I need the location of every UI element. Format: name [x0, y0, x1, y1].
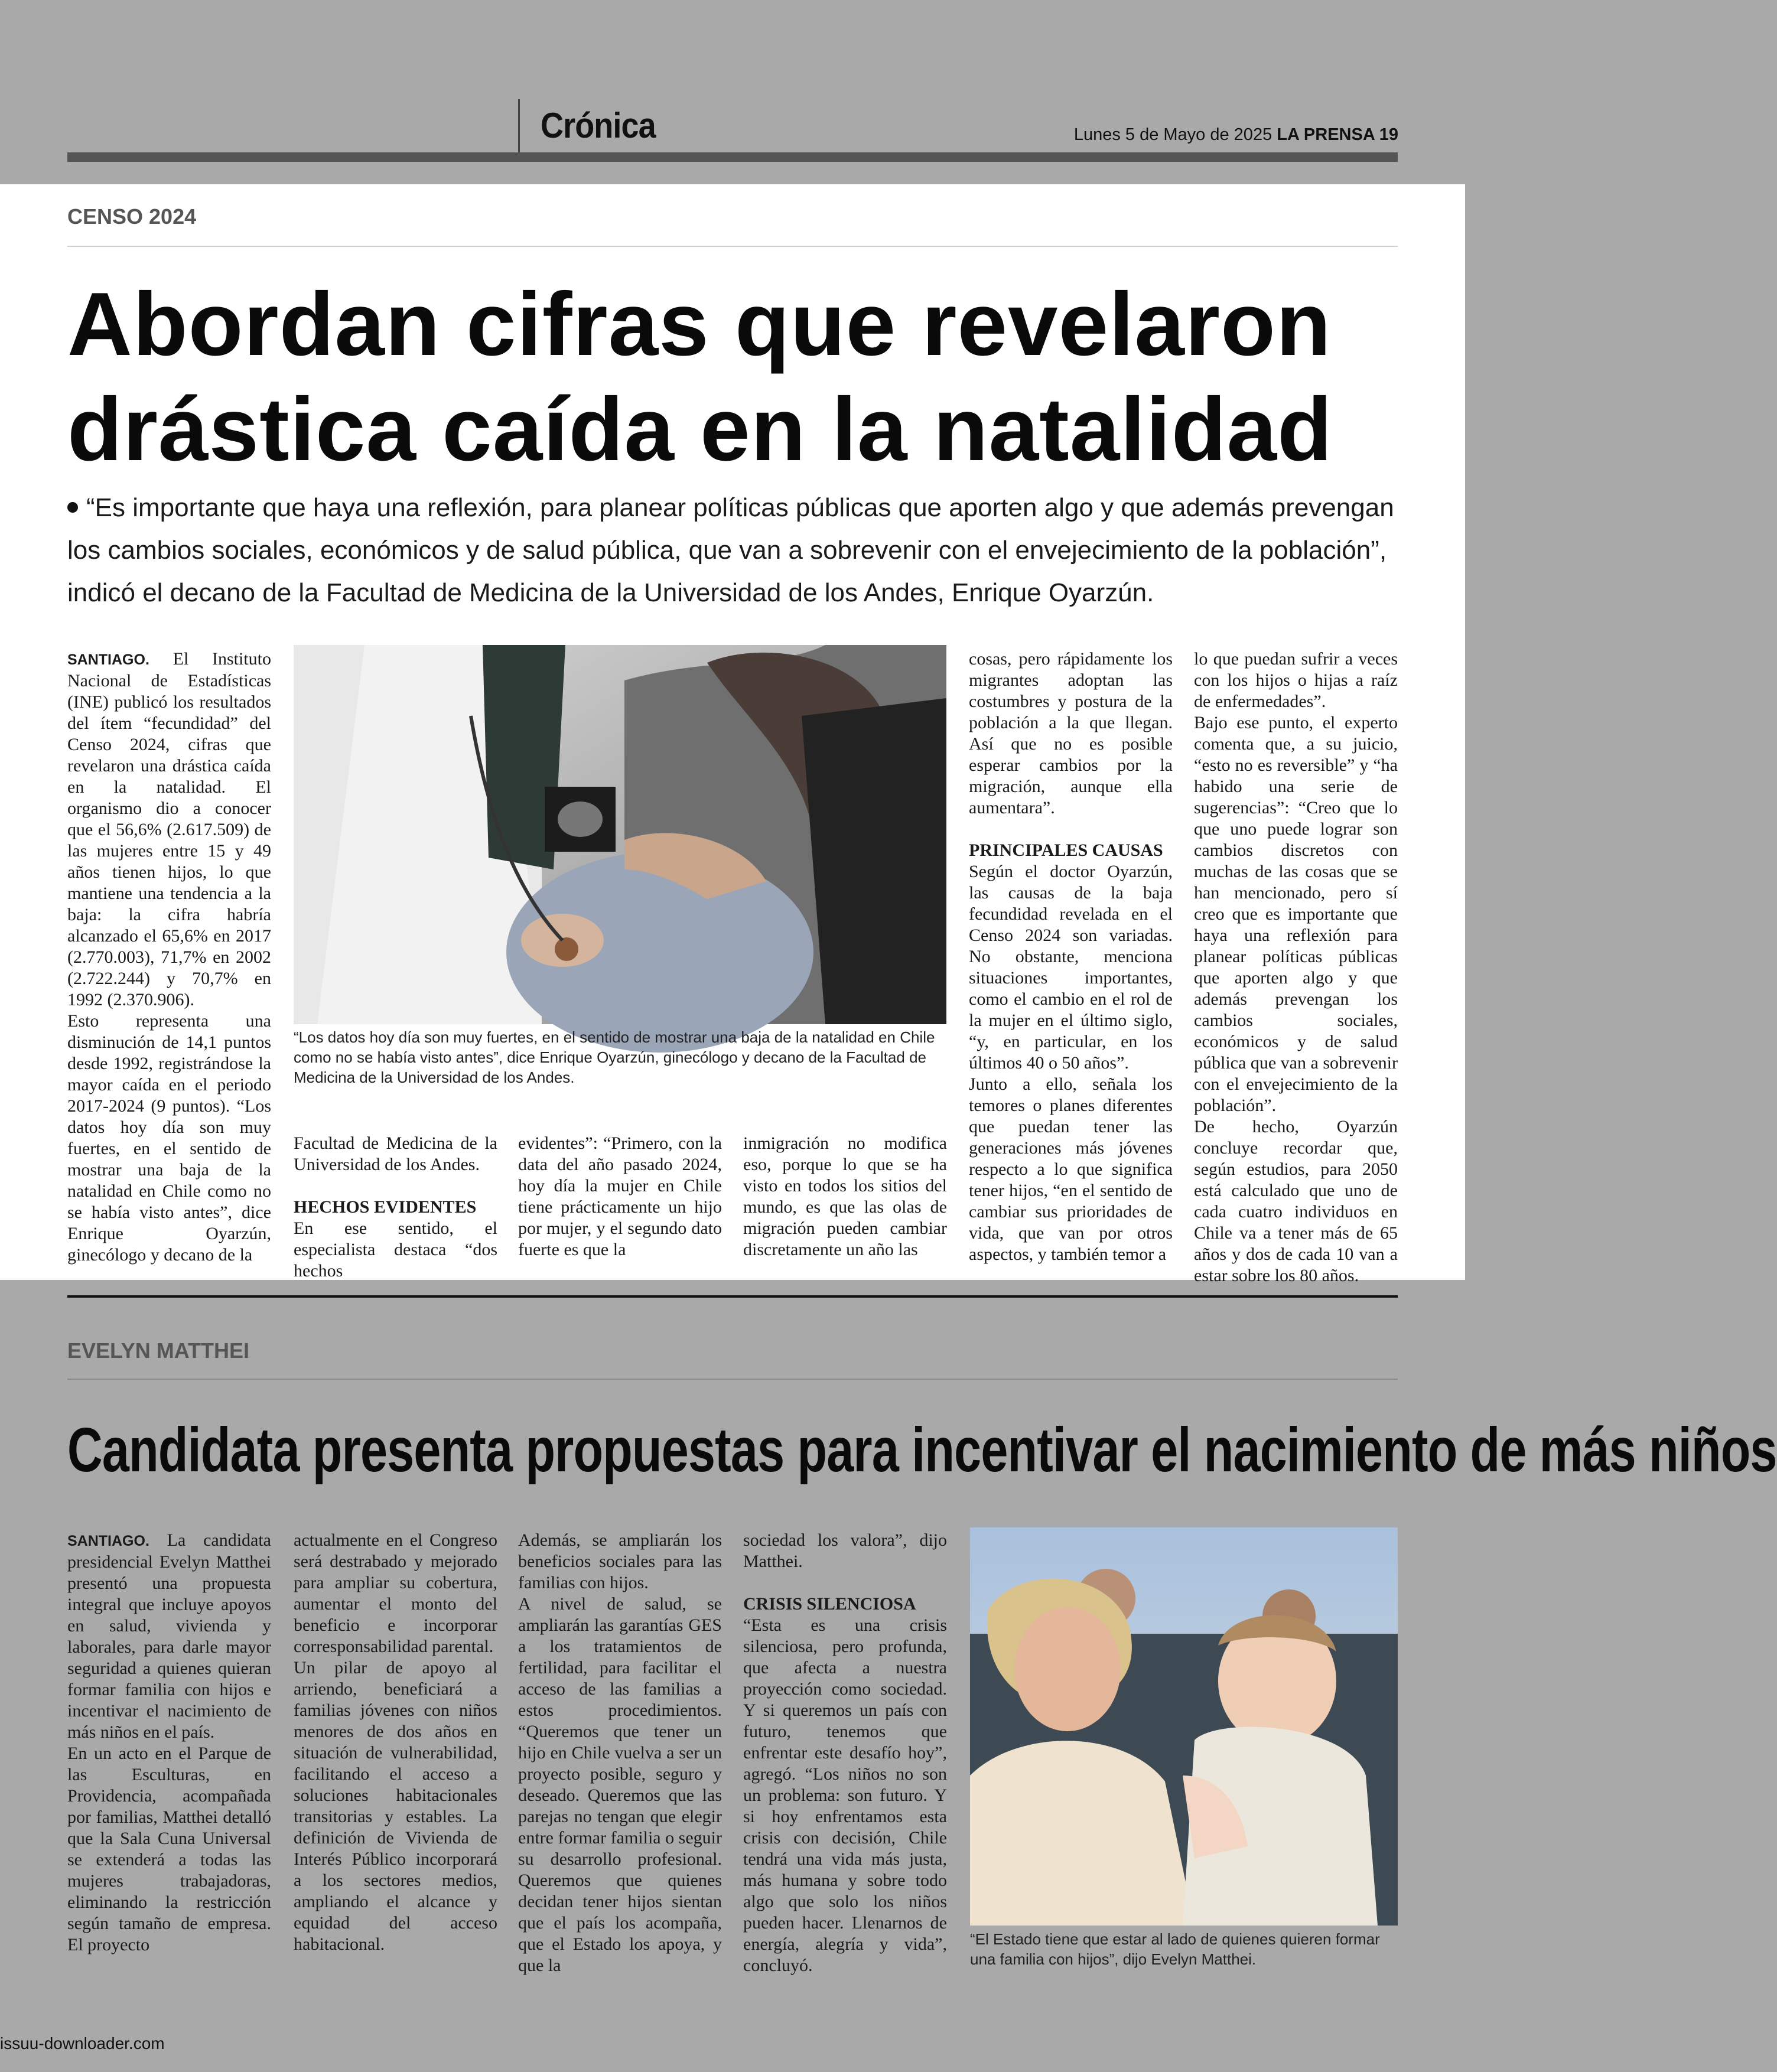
issue-date: Lunes 5 de Mayo de 2025 [1073, 125, 1272, 144]
column-text: La candidata presidencial Evelyn Matthei presentó una propuesta integral que incluye apoyos en salud, vivienda y laborales, para darle mayor seguridad a quienes quieran formar familia con hijos e incentivar el nacimiento de más niños en el país. [67, 1530, 272, 1742]
dateline-city: SANTIAGO. [67, 1533, 149, 1549]
column-text: cosas, pero rápidamente los migrantes adoptan las costumbres y postura de la población a la que llegan. Así que no es posible esperar cambios por la migración, aunque ella aumentara”. [969, 649, 1173, 817]
headline-line-1: Abordan cifras que revelaron [67, 274, 1332, 374]
column-text: Junto a ello, señala los temores o planes diferentes que puedan tener las generaciones más jóvenes respecto a lo que significa tener hijos, “en el sentido de cambiar sus prioridades de vida, que van por otros aspectos, y también temor a [969, 1074, 1173, 1264]
column-text: evidentes”: “Primero, con la data del año pasado 2024, hoy día la mujer en Chile tiene prácticamente un hijo por mujer, y el segundo dato fuerte es que la [518, 1133, 722, 1259]
paper-name-page: LA PRENSA 19 [1277, 125, 1398, 144]
column-text: Además, se ampliarán los beneficios sociales para las familias con hijos. [518, 1530, 722, 1592]
article2-column-4 [743, 1530, 947, 1976]
section-name: Crónica [541, 106, 656, 145]
article2-column-3 [518, 1530, 722, 1976]
photo1-caption: “Los datos hoy día son muy fuertes, en el sentido de mostrar una baja de la natalidad en Chile como no se había visto antes”, dice Enrique Oyarzún, ginecólogo y decano de la Facultad de Medicina de la Universidad de los Andes. [294, 1028, 935, 1086]
column-text: De hecho, Oyarzún concluye recordar que, según estudios, para 2050 está calculado que uno de cada cuatro individuos en Chile va a tener más de 65 años y dos de cada 10 van a estar sobre los 80 años. [1194, 1117, 1398, 1285]
page-header [0, 0, 1465, 184]
doctor-pregnancy-photo [294, 645, 946, 1024]
article1-column-6 [1194, 649, 1398, 1286]
subhead-principales-causas: PRINCIPALES CAUSAS [969, 840, 1163, 860]
column-text: Facultad de Medicina de la Universidad de los Andes. [294, 1133, 497, 1174]
article2-headline: Candidata presenta propuestas para incentivar el nacimiento de más niños [67, 1415, 1777, 1485]
photo-illustration [970, 1527, 1398, 1926]
article-separator [67, 1295, 1398, 1298]
dek-text: “Es importante que haya una reflexión, para planear políticas públicas que aporten algo y que además prevengan los cambios sociales, económicos y de salud pública, que van a sobrevenir con el envejecimiento de la población”, indicó el decano de la Facultad de Medicina de la Universidad de los Andes, Enrique Oyarzún. [67, 493, 1394, 607]
article1-headline [67, 272, 1426, 482]
header-rule [67, 152, 1398, 162]
dateline [1074, 125, 1398, 145]
column-text: A nivel de salud, se ampliarán las garantías GES a los tratamientos de fertilidad, para facilitar el acceso de las familias a estos procedimientos. “Queremos que tener un hijo en Chile vuelva a ser un proyecto posible, seguro y deseado. Queremos que las parejas no tengan que elegir entre formar familia o seguir su desarrollo profesional. Queremos que quienes decidan tener hijos sientan que el país los acompaña, que el Estado los apoya, y que la [518, 1594, 722, 1975]
header-divider [518, 99, 520, 154]
column-text: En ese sentido, el especialista destaca “dos hechos [294, 1219, 497, 1281]
watermark-text: issuu-downloader.com [0, 2034, 165, 2053]
article1-column-3 [518, 1133, 722, 1260]
article2-kicker: EVELYN MATTHEI [67, 1338, 250, 1363]
article1-column-1 [67, 649, 271, 1266]
matthei-baby-photo [970, 1527, 1398, 1926]
column-text: lo que puedan sufrir a veces con los hijos o hijas a raíz de enfermedades”. [1194, 649, 1398, 711]
article2-column-2 [294, 1530, 497, 1955]
column-text: actualmente en el Congreso será destrabado y mejorado para ampliar su cobertura, aumentar el monto del beneficio e incorporar corresponsabilidad parental. [294, 1530, 497, 1656]
column-text: sociedad los valora”, dijo Matthei. [743, 1530, 947, 1571]
article1-column-4 [743, 1133, 947, 1260]
kicker-rule [67, 1379, 1398, 1380]
subhead-crisis-silenciosa: CRISIS SILENCIOSA [743, 1594, 916, 1614]
column-text: Según el doctor Oyarzún, las causas de la baja fecundidad revelada en el Censo 2024 son variadas. No obstante, menciona situaciones importantes, como el cambio en el rol de la mujer en el último siglo, “y, en particular, en los últimos 40 o 50 años”. [969, 862, 1173, 1073]
headline-line-2: drástica caída en la natalidad [67, 379, 1333, 480]
column-text: Un pilar de apoyo al arriendo, beneficiará a familias jóvenes con niños menores de dos años en situación de vulnerabilidad, facilitando el acceso a soluciones habitacionales transitorias y estables. La definición de Vivienda de Interés Público incorporará a los sectores medios, ampliando el alcance y equidad del acceso habitacional. [294, 1658, 497, 1954]
article1-column-5 [969, 649, 1173, 1265]
photo2-caption: “El Estado tiene que estar al lado de quienes quieren formar una familia con hijos”, dijo Evelyn Matthei. [970, 1930, 1380, 1968]
column-text: “Esta es una crisis silenciosa, pero profunda, que afecta a nuestra proyección como sociedad. Y si queremos un país con futuro, tenemos que enfrentar este desafío hoy”, agregó. “Los niños no son un problema: son futuro. Y si hoy enfrentamos esta crisis con decisión, Chile tendrá una vida más justa, más humana y sobre todo algo que solo los niños pueden hacer. Llenarnos de energía, alegría y vida”, concluyó. [743, 1615, 947, 1975]
article1-kicker: CENSO 2024 [67, 204, 197, 229]
column-text: En un acto en el Parque de las Esculturas, en Providencia, acompañada por familias, Matthei detalló que la Sala Cuna Universal se extenderá a todas las mujeres trabajadoras, eliminando la restricción según tamaño de empresa. El proyecto [67, 1744, 271, 1954]
column-text: inmigración no modifica eso, porque lo que se ha visto en todos los sitios del mundo, es que las olas de migración pueden cambiar discretamente un año las [743, 1133, 947, 1259]
bullet-icon [67, 502, 78, 513]
subhead-hechos-evidentes: HECHOS EVIDENTES [294, 1197, 477, 1217]
dateline-city: SANTIAGO. [67, 651, 149, 668]
article-census [0, 184, 1465, 1285]
article1-column-2 [294, 1133, 497, 1282]
kicker-rule [67, 246, 1398, 247]
article1-dek [67, 487, 1402, 614]
article2-column-1 [67, 1530, 271, 1956]
column-text: El Instituto Nacional de Estadísticas (INE) publicó los resultados del ítem “fecundidad” del Censo 2024, cifras que revelaron una drástica caída en la natalidad. El organismo dio a conocer que el 56,6% (2.617.509) de las mujeres entre 15 y 49 años tienen hijos, lo que mantiene una tendencia a la baja: la cifra habría alcanzado el 65,6% en 2017 (2.770.003), 71,7% en 2002 (2.722.244) y 70,7% en 1992 (2.370.906). [67, 649, 272, 1009]
photo-illustration [294, 645, 946, 1024]
column-paragraph: Esto representa una disminución de 14,1 puntos desde 1992, registrándose la mayor caída en el periodo 2017-2024 (9 puntos). “Los datos hoy día son muy fuertes, en el sentido de mostrar una baja de la natalidad en Chile como no se había visto antes”, dice Enrique Oyarzún, ginecólogo y decano de la [67, 1011, 271, 1265]
column-text: Bajo ese punto, el experto comenta que, a su juicio, “esto no es reversible” y “ha habido una serie de sugerencias”: “Creo que lo que uno puede lograr son cambios discretos con muchas de las cosas que se han mencionado, pero sí creo que es importante que haya una reflexión para planear políticas públicas que aporten algo y que además prevengan los cambios sociales, económicos y de salud pública que van a sobrevenir con el envejecimiento de la población”. [1194, 713, 1398, 1115]
